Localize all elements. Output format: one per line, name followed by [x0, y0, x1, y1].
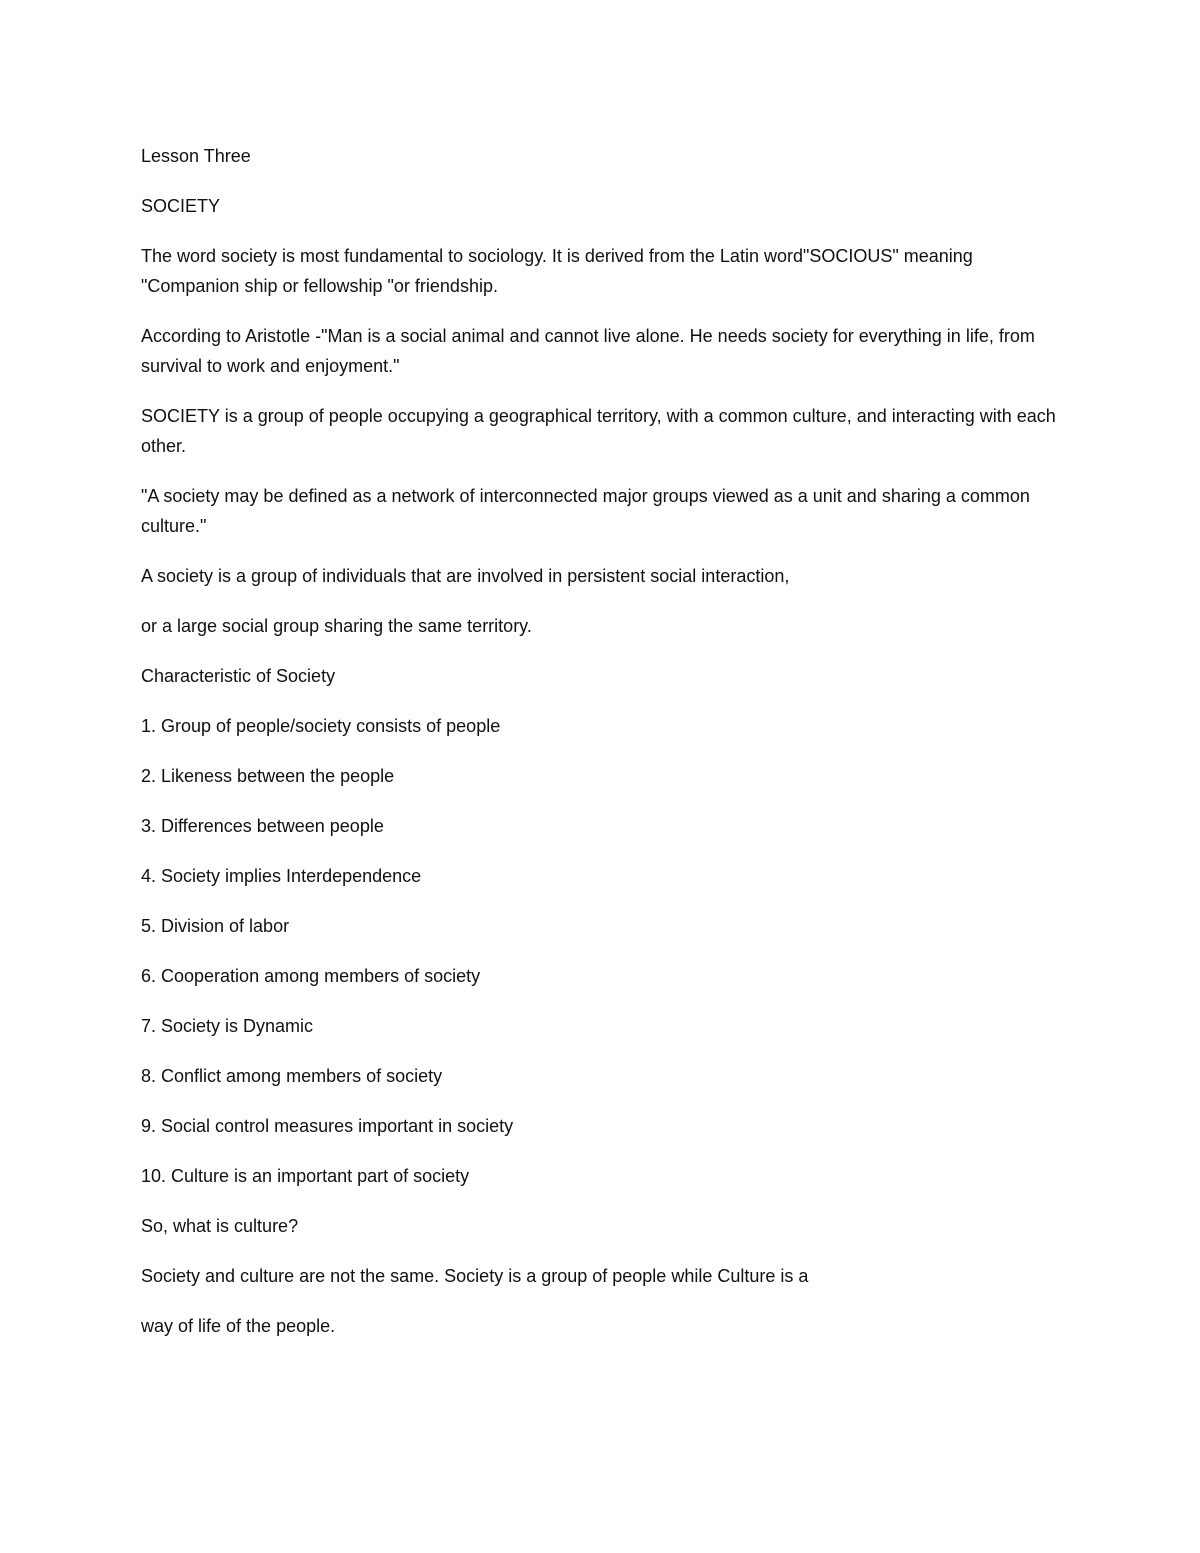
list-item: 2. Likeness between the people: [141, 766, 395, 786]
list-item: 4. Society implies Interdependence: [141, 866, 422, 886]
list-item: 7. Society is Dynamic: [141, 1016, 314, 1036]
paragraph-society-definition: SOCIETY is a group of people occupying a geographical territory, with a common culture, and interacting with each other.: [141, 406, 1056, 456]
list-item: 9. Social control measures important in society: [141, 1116, 514, 1136]
document-body: [141, 141, 1071, 1361]
list-item: 6. Cooperation among members of society: [141, 966, 481, 986]
lesson-title: Lesson Three: [141, 146, 251, 166]
list-item: 3. Differences between people: [141, 816, 384, 836]
paragraph-shared-territory: or a large social group sharing the same territory.: [141, 616, 532, 636]
closing-line: way of life of the people.: [141, 1316, 336, 1336]
section-heading: SOCIETY: [141, 196, 221, 216]
paragraph-social-interaction: A society is a group of individuals that are involved in persistent social interaction,: [141, 566, 790, 586]
list-item: 5. Division of labor: [141, 916, 290, 936]
list-item: 10. Culture is an important part of society: [141, 1166, 470, 1186]
question-line: So, what is culture?: [141, 1216, 299, 1236]
paragraph-aristotle-quote: According to Aristotle -"Man is a social animal and cannot live alone. He needs society for everything in life, from survival to work and enjoyment.": [141, 326, 1035, 376]
closing-line: Society and culture are not the same. Society is a group of people while Culture is a: [141, 1266, 809, 1286]
paragraph-definition-origin: The word society is most fundamental to sociology. It is derived from the Latin word"SOCIOUS" meaning "Companion ship or fellowship "or friendship.: [141, 246, 973, 296]
paragraph-network-quote: "A society may be defined as a network of interconnected major groups viewed as a unit and sharing a common culture.": [141, 486, 1030, 536]
list-item: 1. Group of people/society consists of people: [141, 716, 501, 736]
list-item: 8. Conflict among members of society: [141, 1066, 443, 1086]
characteristics-heading: Characteristic of Society: [141, 666, 336, 686]
